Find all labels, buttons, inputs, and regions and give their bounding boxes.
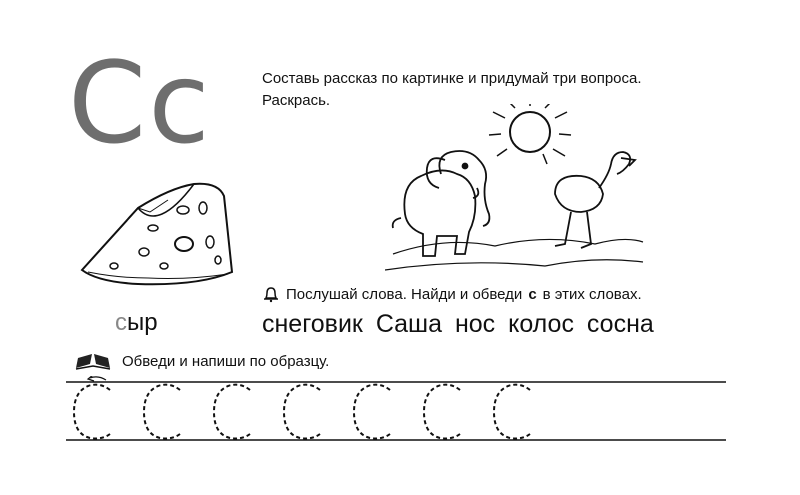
trace-letter-5 [354,385,390,439]
trace-letter-7 [494,385,530,439]
word-rest: ыр [127,309,158,336]
sun-icon [489,104,571,164]
trace-letter-2 [144,385,180,439]
arrow-icon [88,376,106,381]
cheese-illustration [78,182,236,286]
word-syr [115,309,158,337]
task2-text-before: Послушай слова. Найди и обведи [286,285,523,303]
bell-icon [262,285,280,303]
trace-letter-1 [74,385,110,439]
task3-text: Обведи и напиши по образцу. [122,352,330,370]
task2-text-after: в этих словах. [542,285,642,303]
trace-letter-6 [424,385,460,439]
scene-illustration [385,104,645,274]
task1-line2: Раскрась. [262,92,331,109]
elephant-drawing [393,151,490,256]
title-letter: Сс [68,39,212,169]
word-first-letter: с [115,309,127,336]
trace-letter-4 [284,385,320,439]
task2-words: снеговик Саша нос колос сосна [262,310,654,338]
book-icon [74,350,112,372]
task1-line1: Составь рассказ по картинке и придумай три вопроса. [262,70,642,87]
task2-bold-letter: с [528,285,537,303]
task3-instruction [74,350,329,372]
tracing-area [66,376,731,448]
trace-letter-3 [214,385,250,439]
task2-instruction [262,285,642,303]
ostrich-drawing [555,152,635,248]
